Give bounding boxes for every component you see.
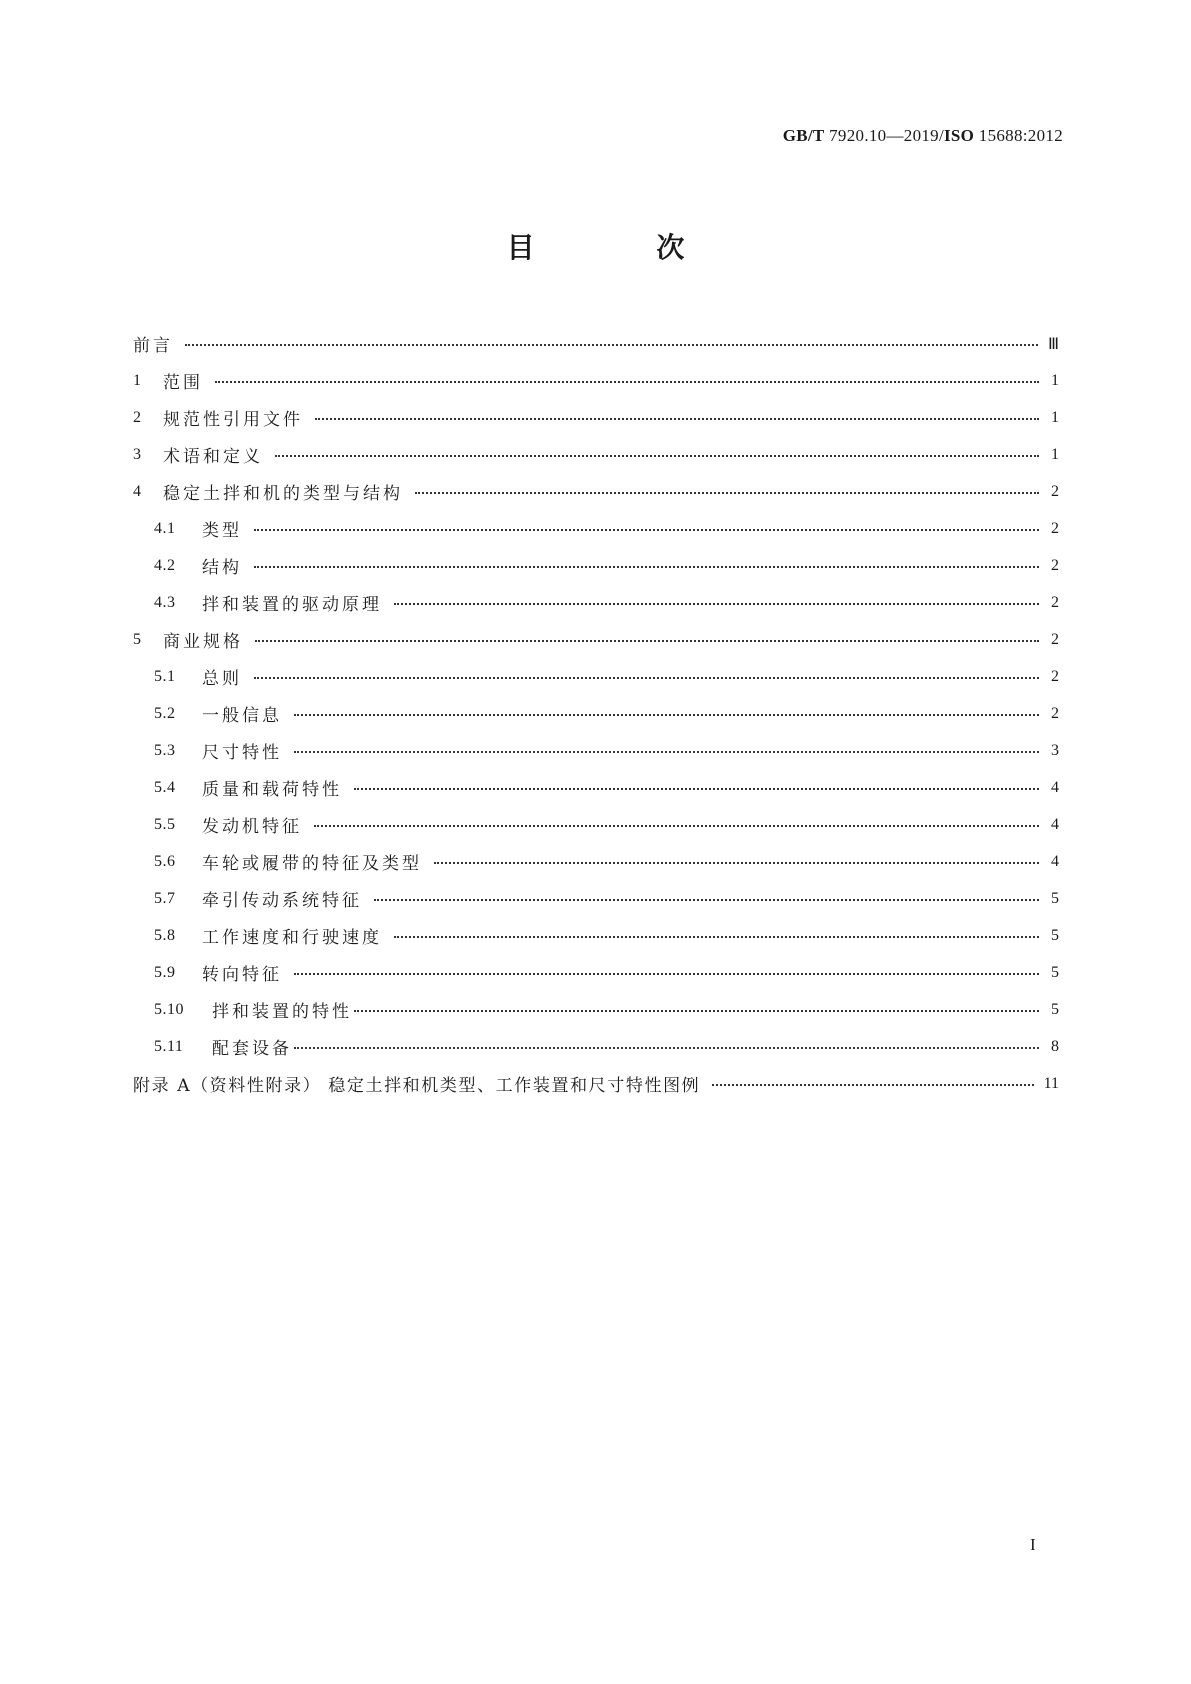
toc-entry-page: 5 [1051,963,1059,981]
toc-entry-page: 2 [1051,667,1059,685]
toc-entry-page: 2 [1051,704,1059,722]
toc-entry-page: 2 [1051,593,1059,611]
toc-entry-page: 1 [1051,408,1059,426]
dot-leader [294,751,1039,753]
dot-leader [354,1010,1039,1012]
dot-leader [275,455,1039,457]
toc-entry-5-6[interactable] [133,843,1059,880]
toc-entry-foreword[interactable] [133,325,1059,362]
dot-leader [394,936,1039,938]
toc-entry-title: 拌和装置的驱动原理 [202,595,382,615]
iso-number: 15688:2012 [978,126,1063,145]
toc-entry-number: 5.1 [154,667,176,685]
toc-entry-number: 5.5 [154,815,176,833]
toc-entry-page: 11 [1043,1074,1059,1092]
std-code-prefix: GB/T [782,126,825,145]
dot-leader [315,418,1039,420]
dot-leader [434,862,1039,864]
toc-entry-title: 尺寸特性 [202,743,282,763]
toc-entry-4-1[interactable] [133,510,1059,547]
toc-entry-page: 2 [1051,556,1059,574]
toc-entry-title: 牵引传动系统特征 [202,891,362,911]
toc-entry-3[interactable] [133,436,1059,473]
std-code-number: 7920.10—2019/ [829,126,944,145]
toc-entry-title: 范围 [163,373,203,393]
toc-entry-title: 术语和定义 [163,447,263,467]
dot-leader [374,899,1039,901]
toc-entry-number: 1 [133,371,142,389]
dot-leader [254,677,1039,679]
dot-leader [415,492,1039,494]
toc-entry-page: 2 [1051,519,1059,537]
toc-entry-page: 8 [1051,1037,1059,1055]
toc-entry-number: 5.9 [154,963,176,981]
toc-entry-5-4[interactable] [133,769,1059,806]
toc-entry-number: 4.1 [154,519,176,537]
toc-entry-page: 5 [1051,926,1059,944]
dot-leader [255,640,1039,642]
toc-entry-5-5[interactable] [133,806,1059,843]
toc-entry-title: 工作速度和行驶速度 [202,928,382,948]
toc-entry-page: 4 [1051,815,1059,833]
toc-entry-title: 类型 [202,521,242,541]
iso-prefix: ISO [944,126,975,145]
toc-entry-page: 3 [1051,741,1059,759]
toc-entry-5-9[interactable] [133,954,1059,991]
toc-entry-number: 5.7 [154,889,176,907]
toc-entry-number: 2 [133,408,142,426]
dot-leader [185,344,1038,346]
toc-entry-page: 4 [1051,778,1059,796]
toc-entry-number: 5.2 [154,704,176,722]
toc-entry-number: 5.11 [154,1037,184,1055]
toc-entry-title: 结构 [202,558,242,578]
toc-entry-5-1[interactable] [133,658,1059,695]
toc-entry-title: 车轮或履带的特征及类型 [202,854,422,874]
toc-entry-1[interactable] [133,362,1059,399]
toc-entry-5-8[interactable] [133,917,1059,954]
toc-entry-number: 5.4 [154,778,176,796]
dot-leader [254,529,1039,531]
dot-leader [294,973,1039,975]
toc-entry-5-10[interactable] [133,991,1059,1028]
toc-entry-5-11[interactable] [133,1028,1059,1065]
toc-entry-number: 5.8 [154,926,176,944]
toc-entry-number: 4.3 [154,593,176,611]
toc-entry-title: 质量和载荷特性 [202,780,342,800]
toc-entry-page: 2 [1051,482,1059,500]
document-code-header [783,126,1063,146]
toc-entry-4-3[interactable] [133,584,1059,621]
toc-entry-page: 5 [1051,889,1059,907]
toc-entry-number: 5 [133,630,142,648]
dot-leader [215,381,1039,383]
toc-entry-title: 总则 [202,669,242,689]
toc-entry-5-7[interactable] [133,880,1059,917]
toc-entry-5-2[interactable] [133,695,1059,732]
toc-entry-page: Ⅲ [1047,335,1059,353]
toc-entry-number: 5.6 [154,852,176,870]
dot-leader [294,1047,1039,1049]
table-of-contents [133,325,1059,1102]
toc-entry-page: 5 [1051,1000,1059,1018]
toc-entry-number: 4 [133,482,142,500]
toc-entry-title: 前言 [133,336,173,356]
toc-entry-5-3[interactable] [133,732,1059,769]
toc-entry-number: 3 [133,445,142,463]
toc-entry-number: 4.2 [154,556,176,574]
dot-leader [314,825,1039,827]
toc-entry-title: 附录 A（资料性附录） 稳定土拌和机类型、工作装置和尺寸特性图例 [133,1076,701,1096]
toc-entry-4-2[interactable] [133,547,1059,584]
toc-entry-page: 1 [1051,445,1059,463]
toc-entry-5[interactable] [133,621,1059,658]
toc-entry-2[interactable] [133,399,1059,436]
dot-leader [354,788,1039,790]
toc-entry-page: 4 [1051,852,1059,870]
dot-leader [294,714,1039,716]
toc-entry-title: 配套设备 [212,1039,292,1059]
dot-leader [712,1084,1033,1086]
dot-leader [394,603,1039,605]
toc-entry-4[interactable] [133,473,1059,510]
toc-entry-title: 商业规格 [163,632,243,652]
toc-entry-number: 5.10 [154,1000,184,1018]
toc-entry-title: 一般信息 [202,706,282,726]
toc-entry-title: 发动机特征 [202,817,302,837]
page-number: I [1030,1535,1036,1554]
toc-entry-title: 转向特征 [202,965,282,985]
toc-entry-title: 拌和装置的特性 [212,1002,352,1022]
toc-entry-page: 2 [1051,630,1059,648]
toc-title: 目 次 [506,231,741,264]
toc-entry-title: 规范性引用文件 [163,410,303,430]
toc-entry-page: 1 [1051,371,1059,389]
toc-entry-annex-a[interactable] [133,1065,1059,1102]
toc-entry-number: 5.3 [154,741,176,759]
toc-entry-title: 稳定土拌和机的类型与结构 [163,484,403,504]
dot-leader [254,566,1039,568]
